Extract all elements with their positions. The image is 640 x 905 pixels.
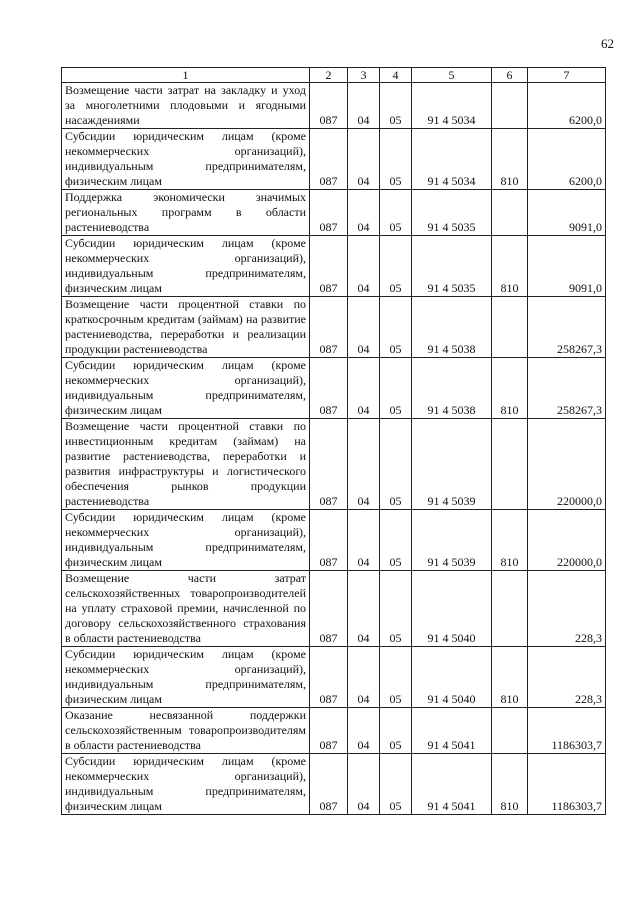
row-name-cell: Оказание несвязанной поддержки сельскохозяйственным товаропроизводителям в области растениеводства [62, 708, 310, 754]
section-code-cell: 04 [348, 647, 380, 708]
column-header: 3 [348, 68, 380, 83]
subsection-code-cell: 05 [380, 754, 412, 815]
subsection-code-cell: 05 [380, 83, 412, 129]
table-row [62, 571, 606, 647]
section-code-cell: 04 [348, 571, 380, 647]
expense-type-cell [492, 190, 528, 236]
row-name-cell: Поддержка экономически значимых региональных программ в области растениеводства [62, 190, 310, 236]
table-row [62, 510, 606, 571]
subsection-code-cell: 05 [380, 419, 412, 510]
subsection-code-cell: 05 [380, 129, 412, 190]
ministry-code-cell: 087 [310, 190, 348, 236]
amount-cell: 1186303,7 [528, 708, 606, 754]
column-header: 4 [380, 68, 412, 83]
table-row [62, 754, 606, 815]
row-name-cell: Субсидии юридическим лицам (кроме некоммерческих организаций), индивидуальным предпринимателям, физическим лицам [62, 236, 310, 297]
column-header: 7 [528, 68, 606, 83]
table-row [62, 129, 606, 190]
expense-type-cell [492, 83, 528, 129]
table-row [62, 297, 606, 358]
amount-cell: 258267,3 [528, 297, 606, 358]
target-article-cell: 91 4 5040 [412, 571, 492, 647]
expense-type-cell: 810 [492, 754, 528, 815]
subsection-code-cell: 05 [380, 190, 412, 236]
target-article-cell: 91 4 5038 [412, 297, 492, 358]
ministry-code-cell: 087 [310, 510, 348, 571]
amount-cell: 9091,0 [528, 236, 606, 297]
column-header: 6 [492, 68, 528, 83]
row-name-cell: Субсидии юридическим лицам (кроме некоммерческих организаций), индивидуальным предпринимателям, физическим лицам [62, 754, 310, 815]
target-article-cell: 91 4 5039 [412, 510, 492, 571]
subsection-code-cell: 05 [380, 297, 412, 358]
amount-cell: 228,3 [528, 647, 606, 708]
column-header: 2 [310, 68, 348, 83]
target-article-cell: 91 4 5041 [412, 708, 492, 754]
expense-type-cell: 810 [492, 647, 528, 708]
amount-cell: 220000,0 [528, 510, 606, 571]
column-header: 1 [62, 68, 310, 83]
expense-type-cell [492, 708, 528, 754]
target-article-cell: 91 4 5041 [412, 754, 492, 815]
row-name-cell: Субсидии юридическим лицам (кроме некоммерческих организаций), индивидуальным предпринимателям, физическим лицам [62, 647, 310, 708]
subsection-code-cell: 05 [380, 647, 412, 708]
subsection-code-cell: 05 [380, 236, 412, 297]
section-code-cell: 04 [348, 190, 380, 236]
section-code-cell: 04 [348, 358, 380, 419]
subsection-code-cell: 05 [380, 571, 412, 647]
column-header: 5 [412, 68, 492, 83]
table-row [62, 190, 606, 236]
amount-cell: 1186303,7 [528, 754, 606, 815]
section-code-cell: 04 [348, 297, 380, 358]
ministry-code-cell: 087 [310, 129, 348, 190]
target-article-cell: 91 4 5039 [412, 419, 492, 510]
row-name-cell: Возмещение части процентной ставки по инвестиционным кредитам (займам) на развитие растениеводства, переработки и развития инфраструктуры и логистического обеспечения рынков продукции растениеводства [62, 419, 310, 510]
expense-type-cell: 810 [492, 358, 528, 419]
row-name-cell: Возмещение части затрат на закладку и уход за многолетними плодовыми и ягодными насаждениями [62, 83, 310, 129]
table-row [62, 708, 606, 754]
amount-cell: 6200,0 [528, 129, 606, 190]
subsection-code-cell: 05 [380, 708, 412, 754]
page-number: 62 [601, 36, 614, 51]
amount-cell: 9091,0 [528, 190, 606, 236]
target-article-cell: 91 4 5040 [412, 647, 492, 708]
target-article-cell: 91 4 5034 [412, 83, 492, 129]
target-article-cell: 91 4 5035 [412, 190, 492, 236]
subsection-code-cell: 05 [380, 510, 412, 571]
ministry-code-cell: 087 [310, 419, 348, 510]
table-row [62, 647, 606, 708]
section-code-cell: 04 [348, 236, 380, 297]
section-code-cell: 04 [348, 419, 380, 510]
section-code-cell: 04 [348, 510, 380, 571]
expense-type-cell: 810 [492, 510, 528, 571]
target-article-cell: 91 4 5035 [412, 236, 492, 297]
amount-cell: 228,3 [528, 571, 606, 647]
expense-type-cell: 810 [492, 129, 528, 190]
table-header-row [62, 68, 606, 83]
table-row [62, 358, 606, 419]
ministry-code-cell: 087 [310, 708, 348, 754]
row-name-cell: Возмещение части затрат сельскохозяйственных товаропроизводителей на уплату страховой премии, начисленной по договору сельскохозяйственного страхования в области растениеводства [62, 571, 310, 647]
subsection-code-cell: 05 [380, 358, 412, 419]
section-code-cell: 04 [348, 129, 380, 190]
table-row [62, 83, 606, 129]
ministry-code-cell: 087 [310, 647, 348, 708]
target-article-cell: 91 4 5034 [412, 129, 492, 190]
table-row [62, 419, 606, 510]
row-name-cell: Возмещение части процентной ставки по краткосрочным кредитам (займам) на развитие растениеводства, переработки и реализации продукции растениеводства [62, 297, 310, 358]
row-name-cell: Субсидии юридическим лицам (кроме некоммерческих организаций), индивидуальным предпринимателям, физическим лицам [62, 358, 310, 419]
expense-type-cell: 810 [492, 236, 528, 297]
ministry-code-cell: 087 [310, 236, 348, 297]
ministry-code-cell: 087 [310, 358, 348, 419]
amount-cell: 220000,0 [528, 419, 606, 510]
section-code-cell: 04 [348, 754, 380, 815]
amount-cell: 6200,0 [528, 83, 606, 129]
row-name-cell: Субсидии юридическим лицам (кроме некоммерческих организаций), индивидуальным предпринимателям, физическим лицам [62, 129, 310, 190]
expense-type-cell [492, 297, 528, 358]
ministry-code-cell: 087 [310, 83, 348, 129]
row-name-cell: Субсидии юридическим лицам (кроме некоммерческих организаций), индивидуальным предпринимателям, физическим лицам [62, 510, 310, 571]
budget-table [61, 67, 606, 815]
ministry-code-cell: 087 [310, 297, 348, 358]
section-code-cell: 04 [348, 83, 380, 129]
target-article-cell: 91 4 5038 [412, 358, 492, 419]
section-code-cell: 04 [348, 708, 380, 754]
table-row [62, 236, 606, 297]
ministry-code-cell: 087 [310, 754, 348, 815]
amount-cell: 258267,3 [528, 358, 606, 419]
expense-type-cell [492, 571, 528, 647]
expense-type-cell [492, 419, 528, 510]
ministry-code-cell: 087 [310, 571, 348, 647]
